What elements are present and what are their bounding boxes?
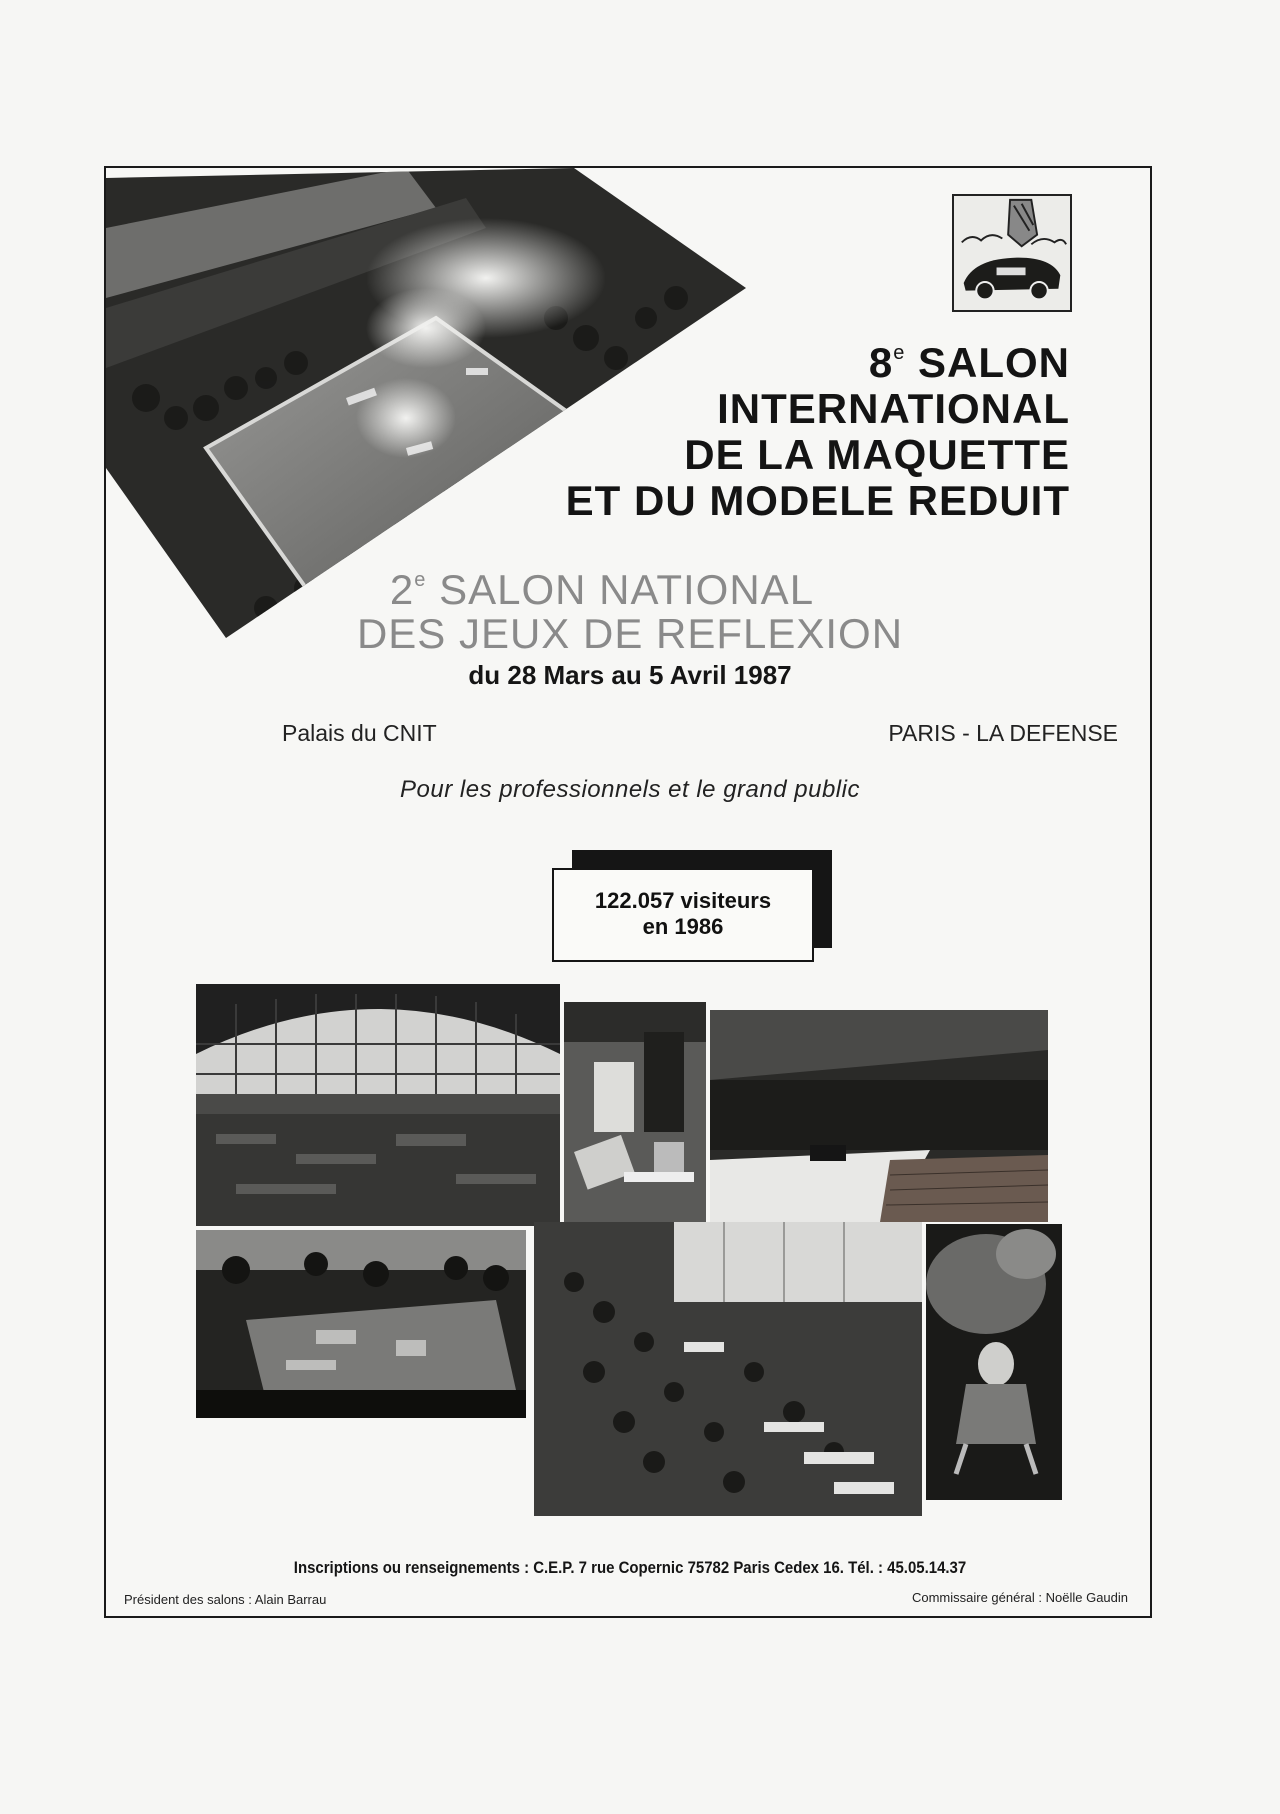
subtitle [106,558,1154,656]
main-title [566,330,1070,524]
audience-tagline: Pour les professionnels et le grand public [400,776,860,803]
contact-line: Inscriptions ou renseignements : C.E.P. 7 rue Copernic 75782 Paris Cedex 16. Tél. : 45.05.14.37 [293,1558,967,1577]
visitor-year: en 1986 [642,914,724,939]
photo-model-railway [196,1230,526,1418]
title-line-1: 8e SALON [868,339,1070,386]
photo-game-tables-svg [534,1222,922,1516]
photo-race-track [710,1010,1048,1222]
photo-game-tables [534,1222,922,1516]
event-dates: du 28 Mars au 5 Avril 1987 [468,660,792,690]
venue-place: Palais du CNIT [282,720,437,746]
photo-figurine-svg [926,1224,1062,1500]
title-line-3: DE LA MAQUETTE [684,431,1070,478]
visitor-count-box [552,868,814,962]
photo-exhibition-hall [196,984,560,1226]
title-line-2: INTERNATIONAL [717,385,1070,432]
photo-models-display-svg [564,1002,706,1222]
venue-city: PARIS - LA DEFENSE [888,720,1118,746]
logo-svg [954,196,1070,310]
photo-exhibition-hall-svg [196,984,560,1226]
title-line-4: ET DU MODELE REDUIT [565,477,1070,524]
photo-figurine [926,1224,1062,1500]
visitor-count: 122.057 visiteurs [594,888,772,913]
subtitle-line-1: 2e SALON NATIONAL [389,566,815,613]
photo-model-railway-svg [196,1230,526,1418]
hand-with-model-car-icon [952,194,1072,312]
president-credit: Président des salons : Alain Barrau [124,1592,327,1607]
photo-models-display [564,1002,706,1222]
commissioner-credit: Commissaire général : Noëlle Gaudin [911,1590,1128,1605]
advertisement-frame [104,166,1152,1618]
subtitle-line-2: DES JEUX DE REFLEXION [356,610,904,657]
photo-race-track-svg [710,1010,1048,1222]
